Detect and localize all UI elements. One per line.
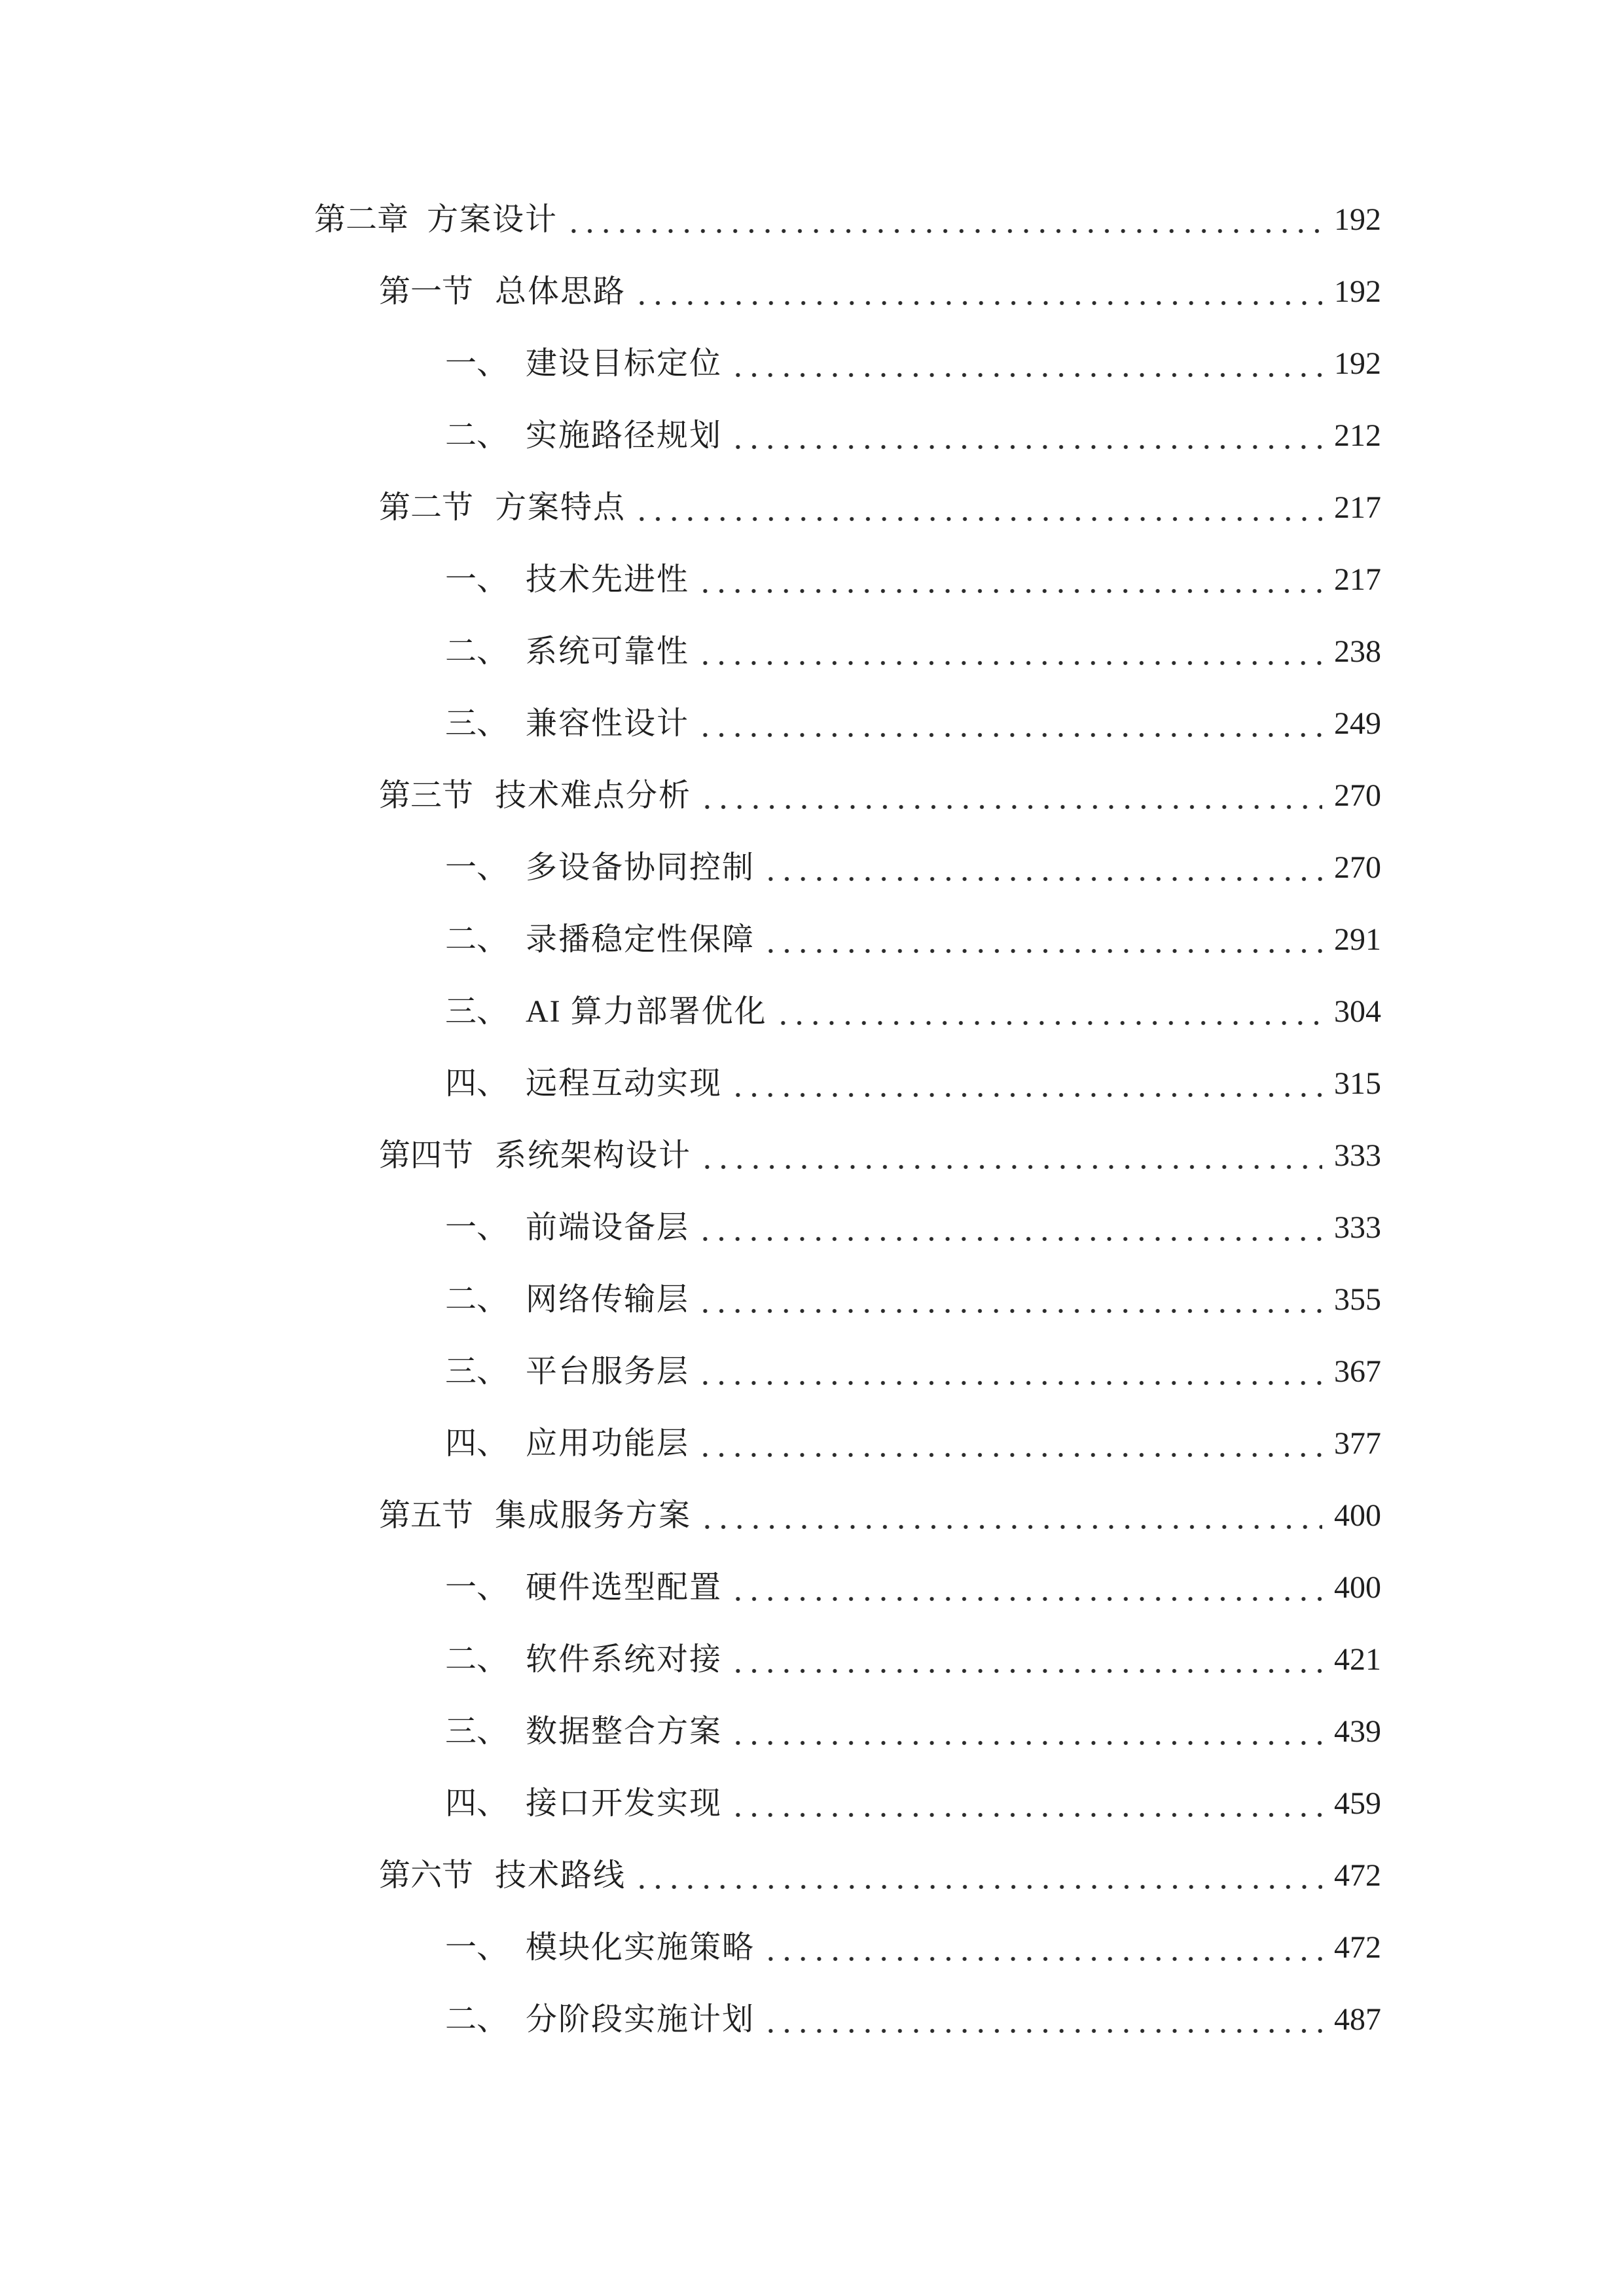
toc-entry-title: 技术难点分析	[495, 778, 692, 813]
toc-entry-number: 第五节	[379, 1498, 474, 1533]
toc-entry-number: 第一节	[379, 274, 474, 309]
toc-entry-number: 二、	[445, 1282, 509, 1317]
toc-entry-page-number: 212	[1334, 418, 1381, 453]
dot-leader	[699, 1120, 1322, 1192]
toc-section	[314, 1120, 1381, 1192]
dot-leader	[697, 544, 1322, 616]
toc-entry-page-number: 291	[1334, 922, 1381, 957]
toc-entry-page-number: 333	[1334, 1210, 1381, 1245]
toc-item	[314, 1408, 1381, 1480]
toc-entry-page-number: 459	[1334, 1786, 1381, 1821]
toc-entry-page-number: 377	[1334, 1426, 1381, 1461]
dot-leader	[730, 1696, 1322, 1768]
toc-item	[314, 1912, 1381, 1984]
toc-entry-page-number: 421	[1334, 1642, 1381, 1677]
toc-entry-page-number: 192	[1334, 346, 1381, 381]
toc-entry-number: 四、	[445, 1786, 509, 1821]
toc-entry-title: 方案设计	[427, 202, 558, 237]
toc-section	[314, 760, 1381, 832]
toc-entry-title: 分阶段实施计划	[526, 2002, 755, 2037]
toc-entry-title: 远程互动实现	[526, 1066, 723, 1101]
toc-entry-page-number: 192	[1334, 202, 1381, 237]
dot-leader	[697, 1192, 1322, 1264]
toc-section	[314, 256, 1381, 328]
dot-leader	[634, 256, 1322, 328]
dot-leader	[763, 832, 1322, 904]
toc-item	[314, 1336, 1381, 1408]
dot-leader	[730, 1624, 1322, 1696]
toc-entry-number: 第四节	[379, 1138, 474, 1173]
dot-leader	[566, 184, 1322, 256]
toc-entry-number: 第三节	[379, 778, 474, 813]
toc-section	[314, 1480, 1381, 1552]
toc-entry-page-number: 400	[1334, 1498, 1381, 1533]
toc-entry-title: 技术先进性	[526, 562, 690, 597]
toc-entry-number: 一、	[445, 1930, 509, 1965]
toc-item	[314, 976, 1381, 1048]
toc-item	[314, 328, 1381, 400]
toc-entry-number: 二、	[445, 922, 509, 957]
toc-entry-title: 方案特点	[495, 490, 626, 525]
toc-entry-page-number: 367	[1334, 1354, 1381, 1389]
toc-entry-number: 四、	[445, 1426, 509, 1461]
toc-section	[314, 1840, 1381, 1912]
toc-entry-number: 第二章	[314, 202, 409, 237]
toc-entry-title: 技术路线	[495, 1858, 626, 1893]
toc-item	[314, 400, 1381, 472]
toc-item	[314, 544, 1381, 616]
dot-leader	[730, 1768, 1322, 1840]
dot-leader	[730, 1048, 1322, 1120]
dot-leader	[634, 472, 1322, 544]
toc-entry-title: 建设目标定位	[526, 346, 723, 381]
toc-entry-page-number: 217	[1334, 562, 1381, 597]
toc-entry-number: 三、	[445, 706, 509, 741]
toc-item	[314, 904, 1381, 976]
dot-leader	[699, 760, 1322, 832]
toc-entry-number: 一、	[445, 346, 509, 381]
toc-entry-title: 数据整合方案	[526, 1714, 723, 1749]
toc-entry-title: 系统架构设计	[495, 1138, 692, 1173]
toc-entry-page-number: 487	[1334, 2002, 1381, 2037]
toc-entry-title: 系统可靠性	[526, 634, 690, 669]
toc-entry-page-number: 249	[1334, 706, 1381, 741]
dot-leader	[697, 1336, 1322, 1408]
dot-leader	[730, 328, 1322, 400]
toc-entry-title: 模块化实施策略	[526, 1930, 755, 1965]
toc-entry-page-number: 304	[1334, 994, 1381, 1029]
toc-item	[314, 1264, 1381, 1336]
toc-entry-number: 二、	[445, 418, 509, 453]
toc-item	[314, 1984, 1381, 2056]
toc-section	[314, 472, 1381, 544]
toc-entry-number: 第二节	[379, 490, 474, 525]
toc-entry-title: 兼容性设计	[526, 706, 690, 741]
toc-chapter	[314, 184, 1381, 256]
toc-entry-number: 三、	[445, 1714, 509, 1749]
toc-entry-page-number: 400	[1334, 1570, 1381, 1605]
toc-entry-title: 集成服务方案	[495, 1498, 692, 1533]
toc-item	[314, 1696, 1381, 1768]
toc-item	[314, 1768, 1381, 1840]
toc-entry-title: 录播稳定性保障	[526, 922, 755, 957]
toc-entry-title: 接口开发实现	[526, 1786, 723, 1821]
toc-entry-page-number: 192	[1334, 274, 1381, 309]
toc-item	[314, 1624, 1381, 1696]
dot-leader	[763, 1912, 1322, 1984]
toc-entry-page-number: 270	[1334, 778, 1381, 813]
toc-entry-title: 平台服务层	[526, 1354, 690, 1389]
toc-entry-title: 软件系统对接	[526, 1642, 723, 1677]
toc-item	[314, 1552, 1381, 1624]
toc-entry-number: 第六节	[379, 1858, 474, 1893]
toc-entry-title: 实施路径规划	[526, 418, 723, 453]
toc-entry-title: 总体思路	[495, 274, 626, 309]
toc-entry-number: 二、	[445, 2002, 509, 2037]
toc-entry-page-number: 472	[1334, 1858, 1381, 1893]
dot-leader	[763, 904, 1322, 976]
toc-entry-title: 多设备协同控制	[526, 850, 755, 885]
toc-entry-title: 前端设备层	[526, 1210, 690, 1245]
toc-entry-page-number: 439	[1334, 1714, 1381, 1749]
toc-entry-title: 网络传输层	[526, 1282, 690, 1317]
dot-leader	[699, 1480, 1322, 1552]
toc-item	[314, 616, 1381, 688]
toc-entry-page-number: 238	[1334, 634, 1381, 669]
toc-entry-number: 一、	[445, 562, 509, 597]
toc-entry-number: 四、	[445, 1066, 509, 1101]
dot-leader	[763, 1984, 1322, 2056]
toc-entry-number: 二、	[445, 634, 509, 669]
dot-leader	[697, 1264, 1322, 1336]
toc-entry-page-number: 472	[1334, 1930, 1381, 1965]
dot-leader	[775, 976, 1322, 1048]
toc-entry-title: 应用功能层	[526, 1426, 690, 1461]
dot-leader	[730, 400, 1322, 472]
toc-entry-page-number: 333	[1334, 1138, 1381, 1173]
toc-entry-number: 二、	[445, 1642, 509, 1677]
toc-item	[314, 1048, 1381, 1120]
toc-entry-page-number: 355	[1334, 1282, 1381, 1317]
toc-entry-title: 硬件选型配置	[526, 1570, 723, 1605]
toc-entry-number: 一、	[445, 1570, 509, 1605]
toc-entry-page-number: 270	[1334, 850, 1381, 885]
toc-entry-number: 三、	[445, 1354, 509, 1389]
dot-leader	[697, 688, 1322, 760]
toc-entry-number: 三、	[445, 994, 509, 1029]
toc-entry-number: 一、	[445, 1210, 509, 1245]
table-of-contents	[314, 184, 1381, 2056]
dot-leader	[697, 616, 1322, 688]
dot-leader	[730, 1552, 1322, 1624]
dot-leader	[697, 1408, 1322, 1480]
toc-item	[314, 688, 1381, 760]
toc-entry-number: 一、	[445, 850, 509, 885]
toc-entry-page-number: 315	[1334, 1066, 1381, 1101]
toc-item	[314, 832, 1381, 904]
toc-entry-page-number: 217	[1334, 490, 1381, 525]
toc-entry-title: AI 算力部署优化	[526, 994, 767, 1029]
dot-leader	[634, 1840, 1322, 1912]
toc-item	[314, 1192, 1381, 1264]
